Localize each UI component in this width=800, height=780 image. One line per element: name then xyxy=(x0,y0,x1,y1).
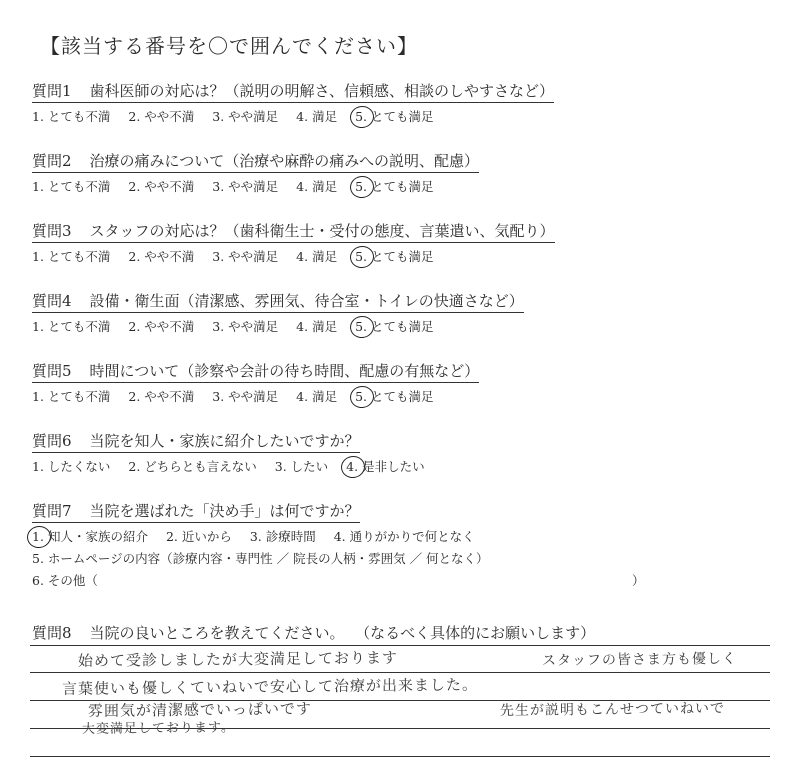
question-3 xyxy=(32,220,672,265)
question-6-options xyxy=(32,457,672,475)
option-4[interactable]: 4. 満足 xyxy=(296,179,338,194)
option-1[interactable]: 1. とても不満 xyxy=(32,319,111,334)
question-2-title xyxy=(32,150,479,173)
option-2[interactable]: 2. やや不満 xyxy=(128,389,195,404)
option-5-selected[interactable] xyxy=(355,387,433,405)
question-1-options xyxy=(32,107,672,125)
option-2[interactable]: 2. やや不満 xyxy=(128,319,195,334)
question-2-options xyxy=(32,177,672,195)
question-4-title xyxy=(32,290,524,313)
handwritten-line-4: 雰囲気が清潔感でいっぱいです xyxy=(87,699,313,720)
handwritten-line-6: 大変満足しております。 xyxy=(81,720,236,737)
question-text: 設備・衛生面（清潔感、雰囲気、待合室・トイレの快適さなど） xyxy=(89,292,524,310)
option-2[interactable]: 2. やや不満 xyxy=(128,179,195,194)
question-number: 質問7 xyxy=(32,502,72,520)
option-number: 5. xyxy=(355,319,367,334)
question-number: 質問1 xyxy=(32,82,72,100)
question-4 xyxy=(32,290,672,335)
option-3[interactable]: 3. やや満足 xyxy=(212,109,279,124)
question-text: 歯科医師の対応は？（説明の明解さ、信頼感、相談のしやすさなど） xyxy=(89,82,554,100)
question-3-options xyxy=(32,247,672,265)
question-number: 質問2 xyxy=(32,152,72,170)
option-4[interactable]: 4. 満足 xyxy=(296,389,338,404)
question-text: 当院を知人・家族に紹介したいですか？ xyxy=(89,432,360,450)
option-4[interactable]: 4. 通りがかりで何となく xyxy=(333,529,475,544)
option-2[interactable]: 2. 近いから xyxy=(165,529,232,544)
question-5 xyxy=(32,360,672,405)
option-6[interactable]: 6. その他（ xyxy=(32,573,98,588)
option-1[interactable]: 1. とても不満 xyxy=(32,179,111,194)
question-text: 治療の痛みについて（治療や麻酔の痛みへの説明、配慮） xyxy=(89,152,479,170)
option-3[interactable]: 3. やや満足 xyxy=(212,179,279,194)
option-5-selected[interactable] xyxy=(355,317,433,335)
option-1[interactable]: 1. とても不満 xyxy=(32,249,111,264)
option-4[interactable]: 4. 満足 xyxy=(296,249,338,264)
question-7 xyxy=(32,500,672,589)
page-heading: 【該当する番号を〇で囲んでください】 xyxy=(40,34,418,58)
option-label: とても満足 xyxy=(370,319,434,334)
option-label: とても満足 xyxy=(370,179,434,194)
option-2[interactable]: 2. やや不満 xyxy=(128,109,195,124)
option-1[interactable]: 1. とても不満 xyxy=(32,109,111,124)
option-1-selected[interactable] xyxy=(32,529,44,544)
question-1 xyxy=(32,80,672,125)
option-number: 5. xyxy=(355,249,367,264)
question-text: 時間について（診察や会計の待ち時間、配慮の有無など） xyxy=(89,362,480,380)
option-3[interactable]: 3. したい xyxy=(274,459,329,474)
option-4[interactable]: 4. 満足 xyxy=(296,319,338,334)
handwritten-line-3: 言葉使いも優しくていねいで安心して治療が出来ました。 xyxy=(61,675,479,698)
question-4-options xyxy=(32,317,672,335)
option-5[interactable]: 5. ホームページの内容（診療内容・専門性 ／ 院長の人柄・雰囲気 ／ 何となく） xyxy=(32,551,489,566)
option-3[interactable]: 3. やや満足 xyxy=(212,249,279,264)
question-7-title xyxy=(32,500,360,523)
question-6 xyxy=(32,430,672,475)
question-3-title xyxy=(32,220,555,243)
question-6-title xyxy=(32,430,360,453)
option-1-label: 知人・家族の紹介 xyxy=(47,529,148,544)
option-3[interactable]: 3. やや満足 xyxy=(212,319,279,334)
question-number: 質問5 xyxy=(32,362,72,380)
option-number: 4. xyxy=(346,459,359,474)
option-5-selected[interactable] xyxy=(355,107,433,125)
option-number: 5. xyxy=(355,389,367,404)
answer-line xyxy=(30,645,770,646)
option-2[interactable]: 2. どちらとも言えない xyxy=(128,459,257,474)
option-4-selected[interactable] xyxy=(346,457,424,475)
handwritten-line-2: スタッフの皆さま方も優しく xyxy=(541,650,738,669)
option-2[interactable]: 2. やや不満 xyxy=(128,249,195,264)
answer-line xyxy=(30,672,770,673)
option-5-selected[interactable] xyxy=(355,177,433,195)
option-number: 1. xyxy=(32,529,44,544)
question-1-title xyxy=(32,80,554,103)
option-3[interactable]: 3. やや満足 xyxy=(212,389,279,404)
option-number: 5. xyxy=(355,109,367,124)
question-8-title xyxy=(32,622,595,643)
option-label: とても満足 xyxy=(370,109,434,124)
question-5-title xyxy=(32,360,479,383)
option-1[interactable]: 1. とても不満 xyxy=(32,389,111,404)
option-6-row xyxy=(32,571,672,589)
question-5-options xyxy=(32,387,672,405)
option-6-close: ） xyxy=(632,573,645,588)
handwritten-line-5: 先生が説明もこんせつていねいで xyxy=(499,700,726,719)
answer-line xyxy=(30,756,770,757)
question-number: 質問4 xyxy=(32,292,72,310)
question-number: 質問6 xyxy=(32,432,72,450)
option-label: 是非したい xyxy=(362,459,425,474)
handwritten-line-1: 始めて受診しましたが大変満足しております xyxy=(77,648,399,670)
question-note: （なるべく具体的にお願いします） xyxy=(362,624,596,642)
option-label: とても満足 xyxy=(370,389,434,404)
option-number: 5. xyxy=(355,179,367,194)
question-number: 質問8 xyxy=(32,624,72,642)
question-text: 当院の良いところを教えてください。 xyxy=(89,624,345,642)
option-1[interactable]: 1. したくない xyxy=(32,459,111,474)
question-number: 質問3 xyxy=(32,222,72,240)
option-3[interactable]: 3. 診療時間 xyxy=(249,529,316,544)
option-4[interactable]: 4. 満足 xyxy=(296,109,338,124)
option-5-selected[interactable] xyxy=(355,247,433,265)
question-7-options-row-1 xyxy=(32,527,672,545)
option-label: とても満足 xyxy=(370,249,434,264)
question-2 xyxy=(32,150,672,195)
question-text: 当院を選ばれた「決め手」は何ですか？ xyxy=(89,502,360,520)
question-text: スタッフの対応は？（歯科衛生士・受付の態度、言葉遣い、気配り） xyxy=(89,222,555,240)
